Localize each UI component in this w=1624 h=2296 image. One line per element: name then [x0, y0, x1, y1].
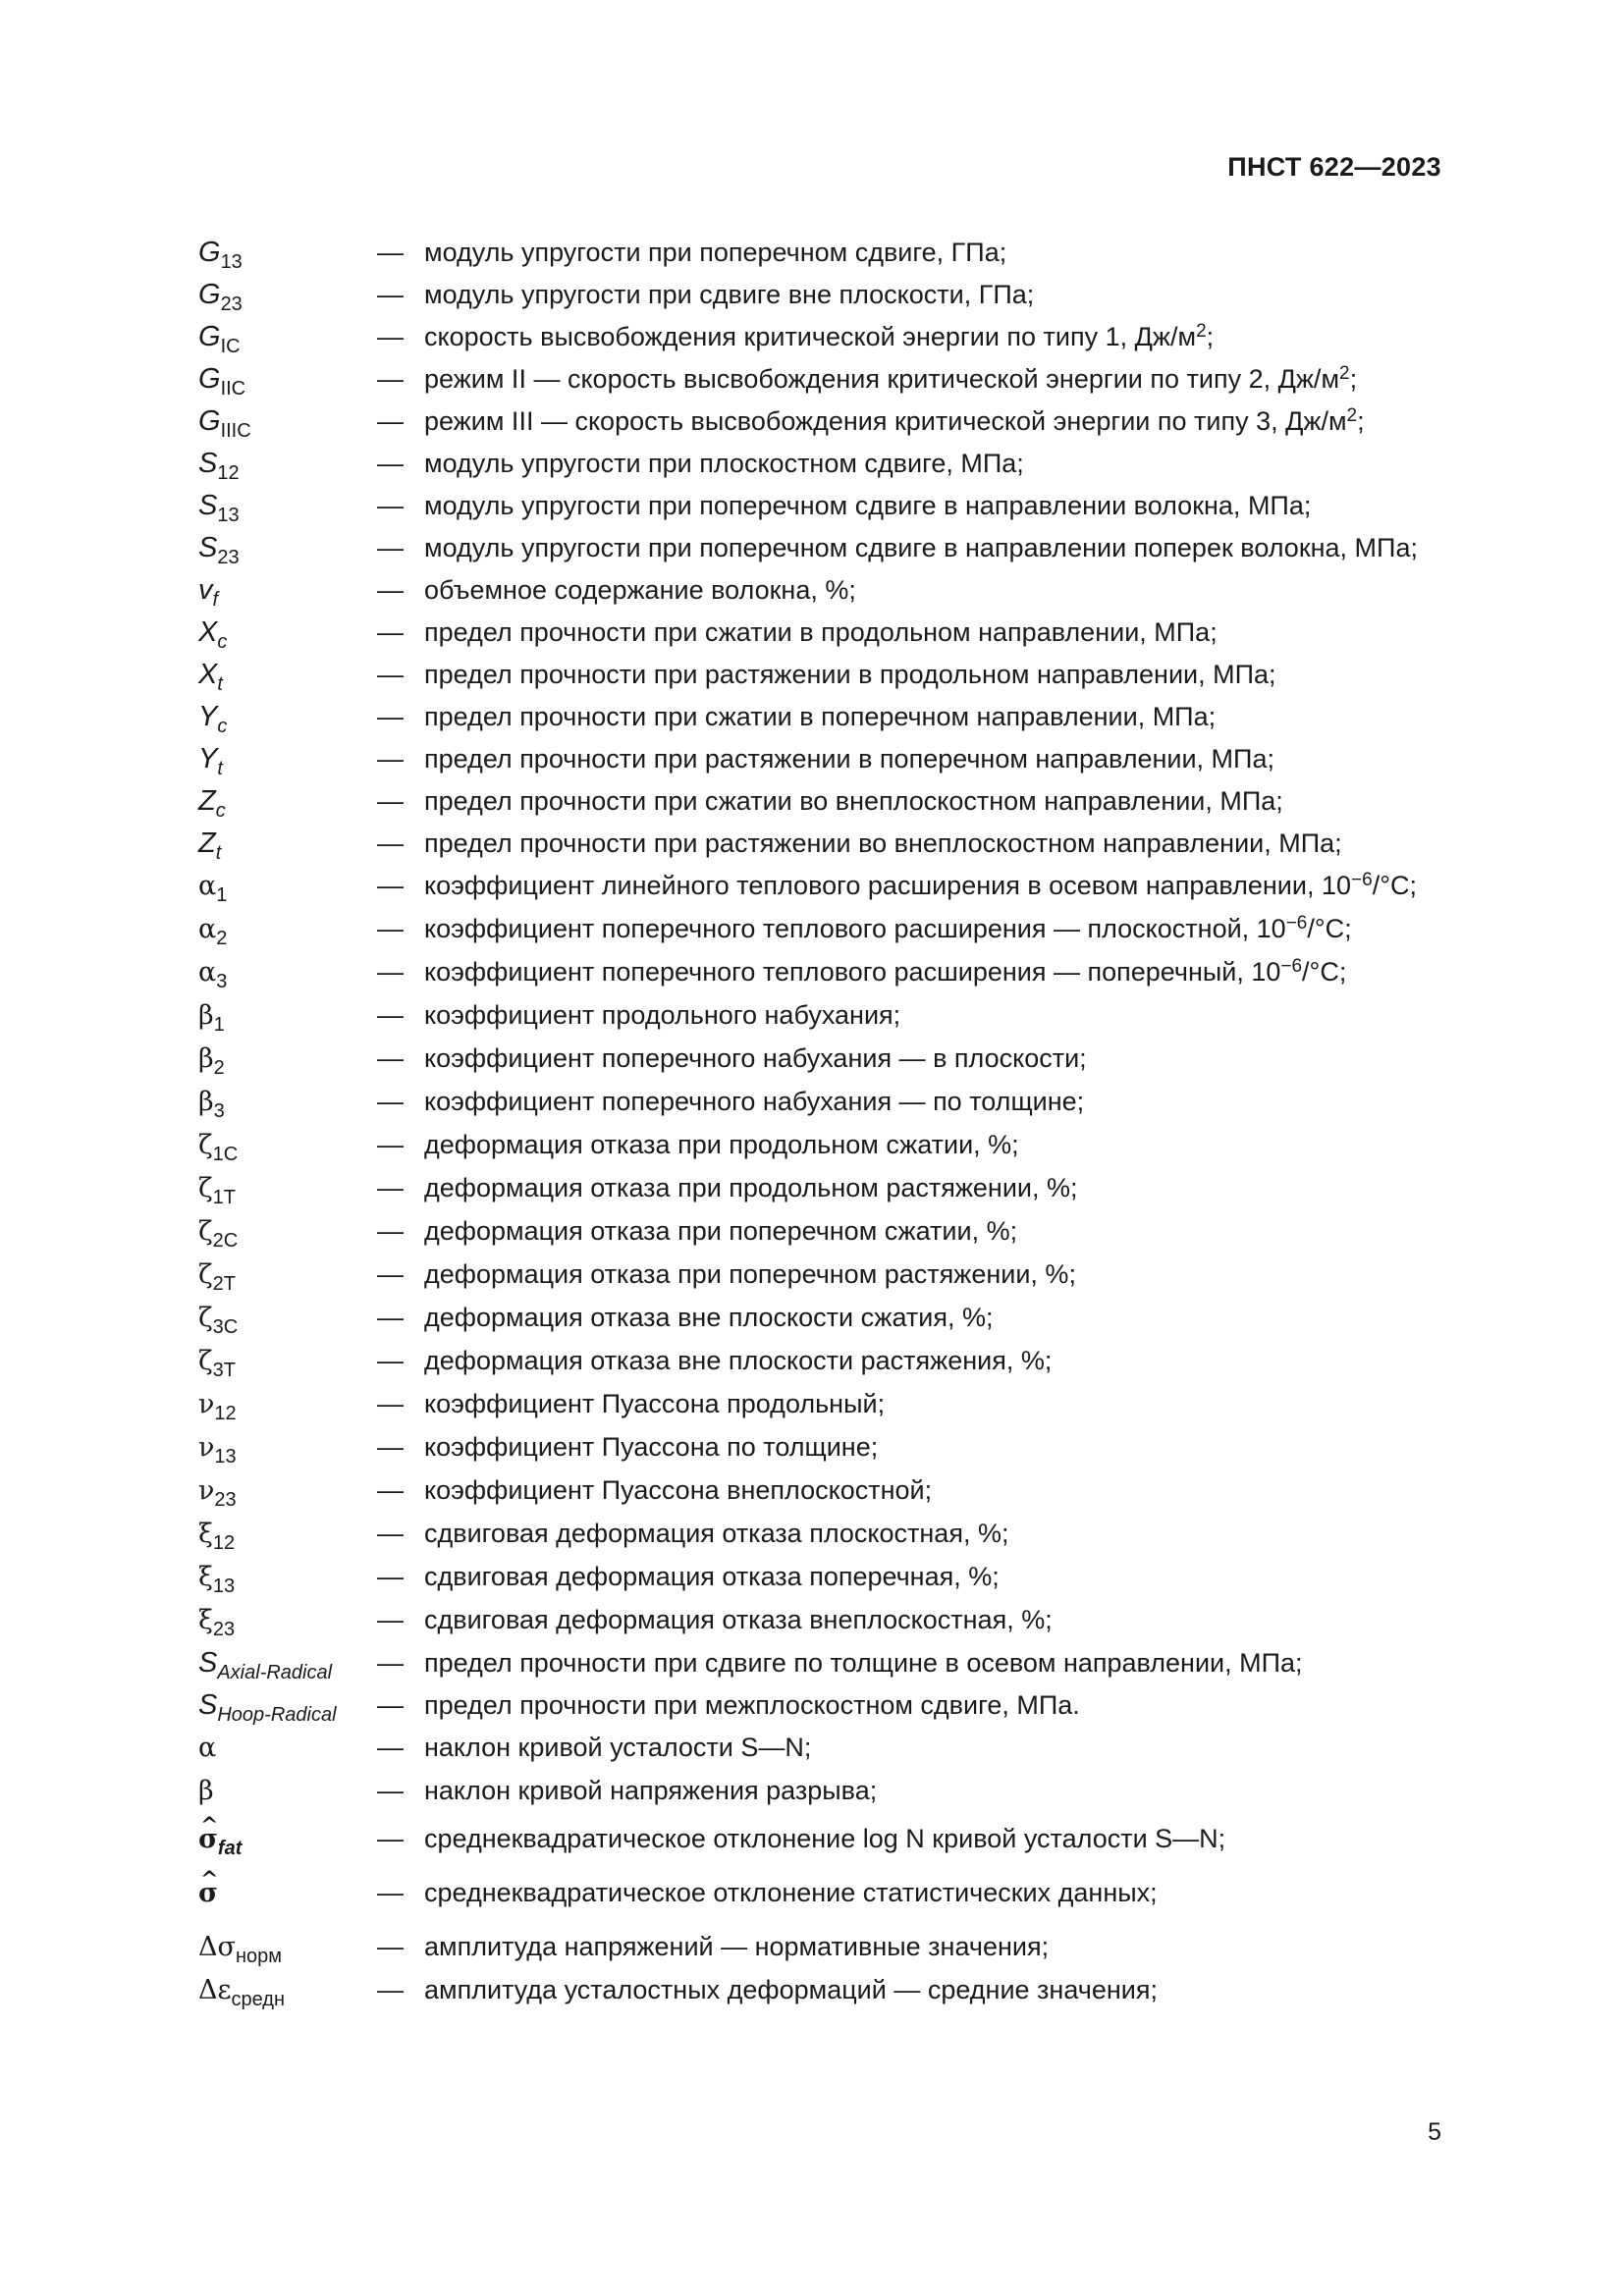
definition: предел прочности при сдвиге по толщине в осевом направлении, МПа;	[424, 1648, 1303, 1678]
list-item	[198, 1085, 1441, 1122]
definition: деформация отказа вне плоскости растяжения, %;	[424, 1346, 1053, 1375]
definition: коэффициент поперечного теплового расширения — плоскостной, $10^{-6}/^\circ C$;	[424, 913, 1352, 943]
dash: —	[377, 1605, 404, 1634]
list-item	[198, 1731, 1441, 1765]
list-item	[198, 573, 1441, 611]
dash: —	[377, 1087, 404, 1116]
symbol: $G_{IC}$	[198, 321, 241, 357]
dash: —	[377, 871, 404, 900]
list-item	[198, 1128, 1441, 1165]
definition: коэффициент Пуассона продольный;	[424, 1389, 886, 1418]
list-item	[198, 1344, 1441, 1381]
symbol: $\xi_{12}$	[198, 1519, 236, 1554]
dash: —	[377, 322, 404, 351]
symbol: $S_{Hoop-Radical}$	[198, 1689, 337, 1726]
symbol: $v_f$	[198, 574, 219, 611]
definition: предел прочности при сжатии во внеплоскостном направлении, МПа;	[424, 786, 1283, 816]
list-item	[198, 955, 1441, 992]
list-item	[198, 531, 1441, 568]
definition: амплитуда усталостных деформаций — средние значения;	[424, 1975, 1158, 2004]
dash: —	[377, 744, 404, 774]
dash: —	[377, 1562, 404, 1591]
dash: —	[377, 280, 404, 309]
list-item	[198, 1646, 1441, 1683]
dash: —	[377, 957, 404, 987]
list-item	[198, 1387, 1441, 1424]
list-item	[198, 1473, 1441, 1511]
definition: сдвиговая деформация отказа внеплоскостная, %;	[424, 1605, 1053, 1634]
definition: коэффициент поперечного набухания — в плоскости;	[424, 1043, 1087, 1073]
list-item	[198, 998, 1441, 1036]
list-item	[198, 1973, 1441, 2010]
definition: скорость высвобождения критической энергии по типу 1, $Дж/м^2$;	[424, 321, 1215, 351]
symbol: $Z_t$	[198, 828, 222, 864]
dash: —	[377, 828, 404, 858]
symbol: $\xi_{23}$	[198, 1605, 236, 1640]
symbol: $\nu_{13}$	[198, 1432, 237, 1468]
dash: —	[377, 1733, 404, 1762]
dash: —	[377, 364, 404, 394]
dash: —	[377, 533, 404, 562]
symbol: $S_{13}$	[198, 490, 240, 526]
symbol: $G_{13}$	[198, 237, 243, 273]
symbol: $\nu_{23}$	[198, 1475, 237, 1511]
definition: деформация отказа при продольном сжатии, %;	[424, 1130, 1019, 1159]
definition: амплитуда напряжений — нормативные значения;	[424, 1932, 1050, 1961]
definition: режим II — скорость высвобождения критической энергии по типу 2, $Дж/м^2$;	[424, 363, 1358, 394]
symbol: $\alpha_2$	[198, 914, 228, 949]
symbol: $\Delta\sigma_{норм}$	[198, 1932, 282, 1967]
list-item	[198, 784, 1441, 822]
definition: режим III — скорость высвобождения критической энергии по типу 3, $Дж/м^2$;	[424, 405, 1365, 436]
dash: —	[377, 1259, 404, 1289]
list-item	[198, 700, 1441, 737]
dash: —	[377, 786, 404, 816]
definition: сдвиговая деформация отказа плоскостная, %;	[424, 1519, 1009, 1548]
dash: —	[377, 491, 404, 520]
dash: —	[377, 238, 404, 267]
symbol: $S_{23}$	[198, 532, 240, 568]
definition: модуль упругости при поперечном сдвиге в направлении поперек волокна, МПа;	[424, 533, 1418, 562]
symbol: $\Delta\varepsilon_{средн}$	[198, 1975, 286, 2010]
dash: —	[377, 1173, 404, 1202]
list-item	[198, 362, 1441, 400]
symbol: ^ $\sigma_{fat}$	[198, 1822, 377, 1856]
list-item	[198, 489, 1441, 526]
symbol: $\alpha_1$	[198, 871, 228, 906]
dash: —	[377, 1000, 404, 1030]
dash: —	[377, 702, 404, 731]
definition: предел прочности при растяжении во внеплоскостном направлении, МПа;	[424, 828, 1342, 858]
definition: коэффициент продольного набухания;	[424, 1000, 901, 1030]
definition: предел прочности при сжатии в поперечном направлении, МПа;	[424, 702, 1217, 731]
definition: сдвиговая деформация отказа поперечная, %;	[424, 1562, 1000, 1591]
dash: —	[377, 1690, 404, 1720]
list-item	[198, 1171, 1441, 1208]
symbols-list	[198, 236, 1441, 2016]
symbol: $\zeta_{2C}$	[198, 1216, 239, 1252]
definition: среднеквадратическое отклонение статистических данных;	[424, 1878, 1158, 1907]
list-item	[198, 1560, 1441, 1597]
list-item	[198, 447, 1441, 484]
dash: —	[377, 1878, 404, 1907]
list-item	[198, 1257, 1441, 1295]
dash: —	[377, 914, 404, 943]
symbol: $S_{Axial-Radical}$	[198, 1647, 333, 1683]
symbol: $Z_c$	[198, 785, 226, 822]
symbol: $\zeta_{3C}$	[198, 1303, 239, 1338]
list-item	[198, 1930, 1441, 1967]
symbol: $\alpha_3$	[198, 957, 228, 992]
symbol: $\beta_3$	[198, 1087, 225, 1122]
list-item	[198, 1876, 1441, 1910]
symbol: $S_{12}$	[198, 448, 240, 484]
list-item	[198, 1430, 1441, 1468]
dash: —	[377, 1519, 404, 1548]
page-number: 5	[1428, 2118, 1441, 2146]
symbol: $Y_c$	[198, 701, 228, 737]
list-item	[198, 742, 1441, 779]
dash: —	[377, 1648, 404, 1678]
symbol: $\zeta_{1C}$	[198, 1130, 239, 1165]
list-item	[198, 236, 1441, 273]
definition: наклон кривой усталости S—N;	[424, 1733, 812, 1762]
list-item	[198, 404, 1441, 442]
definition: коэффициент Пуассона по толщине;	[424, 1432, 879, 1462]
dash: —	[377, 1932, 404, 1961]
definition: коэффициент поперечного теплового расширения — поперечный, $10^{-6}/^\circ C$;	[424, 956, 1347, 987]
definition: предел прочности при сжатии в продольном направлении, МПа;	[424, 617, 1218, 647]
list-item	[198, 869, 1441, 906]
symbol: $\nu_{12}$	[198, 1389, 237, 1424]
dash: —	[377, 1975, 404, 2004]
dash: —	[377, 660, 404, 689]
definition: предел прочности при растяжении в поперечном направлении, МПа;	[424, 744, 1274, 774]
definition: объемное содержание волокна, %;	[424, 575, 856, 605]
list-item	[198, 912, 1441, 949]
dash: —	[377, 1432, 404, 1462]
dash: —	[377, 1216, 404, 1246]
dash: —	[377, 575, 404, 605]
list-item	[198, 1822, 1441, 1859]
list-item	[198, 1688, 1441, 1726]
symbol: $G_{23}$	[198, 279, 243, 315]
dash: —	[377, 1130, 404, 1159]
document-number: ПНСТ 622—2023	[1227, 152, 1441, 182]
definition: предел прочности при межплоскостном сдвиге, МПа.	[424, 1690, 1080, 1720]
definition: модуль упругости при сдвиге вне плоскости, ГПа;	[424, 280, 1035, 309]
definition: деформация отказа при поперечном сжатии, %;	[424, 1216, 1018, 1246]
definition: среднеквадратическое отклонение log N кривой усталости S—N;	[424, 1824, 1226, 1853]
list-item	[198, 615, 1441, 653]
symbol: $\zeta_{3T}$	[198, 1346, 236, 1381]
dash: —	[377, 1824, 404, 1853]
dash: —	[377, 1475, 404, 1505]
definition: предел прочности при растяжении в продольном направлении, МПа;	[424, 660, 1276, 689]
definition: наклон кривой напряжения разрыва;	[424, 1776, 878, 1805]
definition: коэффициент Пуассона внеплоскостной;	[424, 1475, 933, 1505]
dash: —	[377, 1043, 404, 1073]
symbol: $\beta_2$	[198, 1043, 225, 1079]
list-item	[198, 1603, 1441, 1640]
dash: —	[377, 449, 404, 478]
dash: —	[377, 1346, 404, 1375]
dash: —	[377, 1303, 404, 1332]
symbol: α	[198, 1733, 217, 1763]
list-item	[198, 1041, 1441, 1079]
list-item	[198, 278, 1441, 315]
definition: модуль упругости при поперечном сдвиге в направлении волокна, МПа;	[424, 491, 1312, 520]
symbol: $G_{IIIC}$	[198, 405, 251, 442]
definition: модуль упругости при плоскостном сдвиге, МПа;	[424, 449, 1024, 478]
list-item	[198, 1774, 1441, 1808]
definition: коэффициент поперечного набухания — по толщине;	[424, 1087, 1085, 1116]
symbol: $G_{IIC}$	[198, 363, 246, 400]
symbol: $\zeta_{2T}$	[198, 1259, 236, 1295]
definition: коэффициент линейного теплового расширения в осевом направлении, $10^{-6}/^\circ C$;	[424, 870, 1417, 900]
definition: модуль упругости при поперечном сдвиге, ГПа;	[424, 238, 1007, 267]
list-item	[198, 1517, 1441, 1554]
definition: деформация отказа при поперечном растяжении, %;	[424, 1259, 1076, 1289]
list-item	[198, 827, 1441, 864]
symbol: $X_c$	[198, 616, 228, 653]
symbol: $\zeta_{1T}$	[198, 1173, 236, 1208]
list-item	[198, 1301, 1441, 1338]
symbol: β	[198, 1776, 214, 1806]
definition: деформация отказа вне плоскости сжатия, %;	[424, 1303, 994, 1332]
list-item	[198, 320, 1441, 357]
dash: —	[377, 617, 404, 647]
symbol: ^ σ	[198, 1876, 377, 1910]
list-item	[198, 1214, 1441, 1252]
dash: —	[377, 1389, 404, 1418]
symbol: $Y_t$	[198, 743, 223, 779]
definition: деформация отказа при продольном растяжении, %;	[424, 1173, 1078, 1202]
dash: —	[377, 1776, 404, 1805]
dash: —	[377, 406, 404, 436]
symbol: $\xi_{13}$	[198, 1562, 236, 1597]
symbol: $X_t$	[198, 659, 223, 695]
symbol: $\beta_1$	[198, 1000, 225, 1036]
list-item	[198, 658, 1441, 695]
